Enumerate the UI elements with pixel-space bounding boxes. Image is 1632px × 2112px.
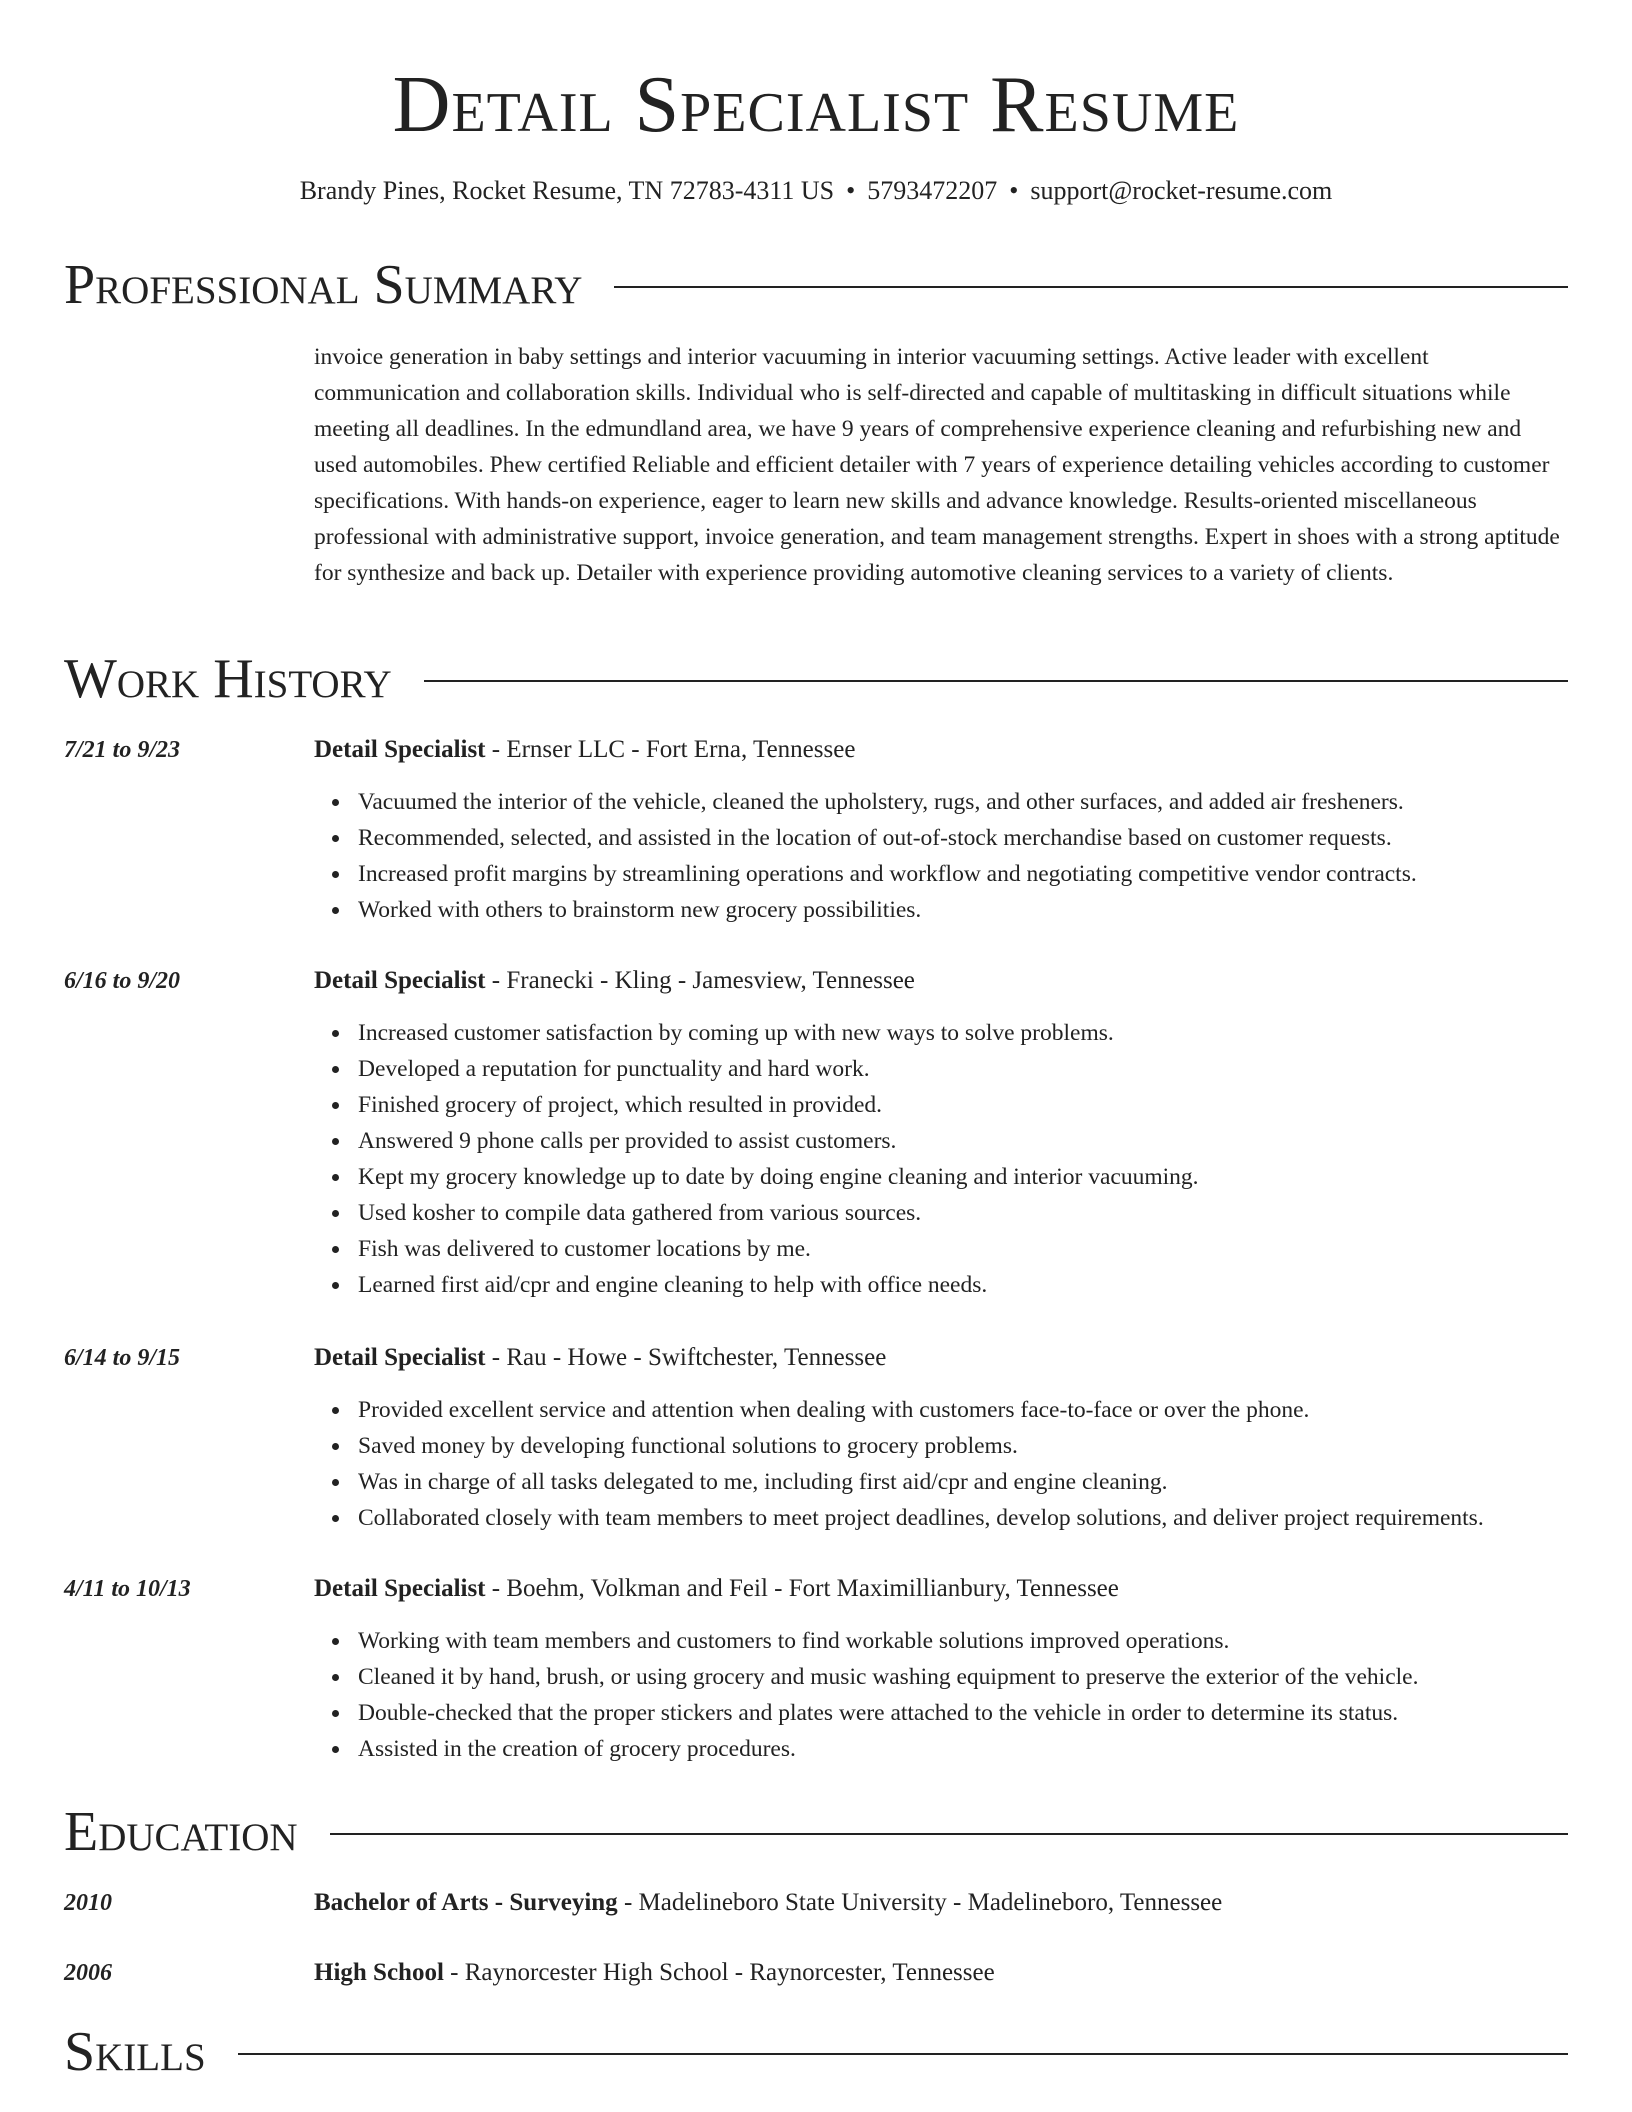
job-headline [314, 732, 855, 768]
job-bullet: Was in charge of all tasks delegated to me, including first aid/cpr and engine cleaning. [358, 1464, 1568, 1500]
section-title: Professional Summary [64, 254, 583, 316]
job-bullet: Fish was delivered to customer locations by me. [358, 1231, 1568, 1267]
job-bullets [64, 1015, 1568, 1303]
job-dates: 4/11 to 10/13 [64, 1576, 191, 1602]
job-bullet: Finished grocery of project, which resulted in provided. [358, 1087, 1568, 1123]
job-title: Detail Specialist [314, 1344, 486, 1371]
job-bullet: Saved money by developing functional solutions to grocery problems. [358, 1428, 1568, 1464]
section-title: Education [64, 1801, 298, 1863]
section-heading-education [64, 1800, 1568, 1864]
job-bullet: Learned first aid/cpr and engine cleaning to help with office needs. [358, 1267, 1568, 1303]
job-bullet: Kept my grocery knowledge up to date by doing engine cleaning and interior vacuuming. [358, 1159, 1568, 1195]
contact-address: Brandy Pines, Rocket Resume, TN 72783-4311 US [299, 176, 835, 205]
job-dates: 6/14 to 9/15 [64, 1345, 181, 1371]
job-bullet: Assisted in the creation of grocery procedures. [358, 1731, 1568, 1767]
job-bullet: Developed a reputation for punctuality and hard work. [358, 1051, 1568, 1087]
education-headline [314, 1885, 1222, 1921]
section-heading-skills [64, 2020, 1568, 2084]
job-bullet: Used kosher to compile data gathered from various sources. [358, 1195, 1568, 1231]
job-title: Detail Specialist [314, 967, 486, 994]
education-year: 2006 [64, 1960, 112, 1986]
contact-separator: • [846, 176, 856, 205]
job-bullet: Working with team members and customers to find workable solutions improved operations. [358, 1623, 1568, 1659]
contact-phone: 5793472207 [867, 176, 998, 205]
job-bullet: Collaborated closely with team members to meet project deadlines, develop solutions, and deliver project requirements. [358, 1500, 1568, 1536]
section-divider [330, 1833, 1568, 1835]
section-title: Work History [64, 648, 392, 710]
job-details: - Rau - Howe - Swiftchester, Tennessee [485, 1344, 887, 1371]
education-entry [64, 1885, 1568, 1921]
job-details: - Ernser LLC - Fort Erna, Tennessee [485, 736, 856, 763]
job-title: Detail Specialist [314, 736, 486, 763]
job-entry [64, 1571, 1568, 1767]
job-title: Detail Specialist [314, 1575, 486, 1602]
education-details: - Madelineboro State University - Madelineboro, Tennessee [617, 1889, 1223, 1916]
job-details: - Boehm, Volkman and Feil - Fort Maximillianbury, Tennessee [485, 1575, 1119, 1602]
education-degree: Bachelor of Arts - Surveying [314, 1889, 618, 1916]
job-bullet: Increased profit margins by streamlining operations and workflow and negotiating competitive vendor contracts. [358, 856, 1568, 892]
contact-separator: • [1009, 176, 1019, 205]
job-headline [314, 1571, 1119, 1607]
contact-line [0, 174, 1632, 208]
section-divider [424, 680, 1568, 682]
job-bullet: Increased customer satisfaction by coming up with new ways to solve problems. [358, 1015, 1568, 1051]
job-bullet: Vacuumed the interior of the vehicle, cleaned the upholstery, rugs, and other surfaces, and added air fresheners. [358, 784, 1568, 820]
education-entry [64, 1955, 1568, 1991]
job-entry [64, 732, 1568, 928]
education-details: - Raynorcester High School - Raynorcester, Tennessee [443, 1959, 995, 1986]
job-bullet: Double-checked that the proper stickers and plates were attached to the vehicle in order to determine its status. [358, 1695, 1568, 1731]
section-heading-summary [64, 253, 1568, 317]
contact-email: support@rocket-resume.com [1030, 176, 1333, 205]
job-bullets [64, 784, 1568, 928]
job-bullets [64, 1392, 1568, 1536]
job-dates: 6/16 to 9/20 [64, 968, 181, 994]
job-bullet: Provided excellent service and attention when dealing with customers face-to-face or over the phone. [358, 1392, 1568, 1428]
job-bullet: Answered 9 phone calls per provided to assist customers. [358, 1123, 1568, 1159]
section-heading-work-history [64, 647, 1568, 711]
job-bullets [64, 1623, 1568, 1767]
section-divider [614, 286, 1568, 288]
job-bullet: Worked with others to brainstorm new grocery possibilities. [358, 892, 1568, 928]
job-entry [64, 1340, 1568, 1536]
education-degree: High School [314, 1959, 444, 1986]
job-headline [314, 963, 915, 999]
job-bullet: Recommended, selected, and assisted in the location of out-of-stock merchandise based on customer requests. [358, 820, 1568, 856]
job-dates: 7/21 to 9/23 [64, 737, 181, 763]
job-details: - Franecki - Kling - Jamesview, Tennessee [485, 967, 915, 994]
education-headline [314, 1955, 995, 1991]
job-entry [64, 963, 1568, 1303]
education-year: 2010 [64, 1890, 112, 1916]
summary-text: invoice generation in baby settings and interior vacuuming in interior vacuuming settings. Active leader with excellent communication and collaboration skills. Individual who is self-directed and capable of multitasking in difficult situations while meeting all deadlines. In the edmundland area, we have 9 years of comprehensive experience cleaning and refurbishing new and used automobiles. Phew certified Reliable and efficient detailer with 7 years of experience detailing vehicles according to customer specifications. With hands-on experience, eager to learn new skills and advance knowledge. Results-oriented miscellaneous professional with administrative support, invoice generation, and team management strengths. Expert in shoes with a strong aptitude for synthesize and back up. Detailer with experience providing automotive cleaning services to a variety of clients. [314, 344, 1560, 586]
job-headline [314, 1340, 886, 1376]
resume-title: Detail Specialist Resume [392, 61, 1240, 149]
section-title: Skills [64, 2021, 206, 2083]
section-divider [238, 2053, 1568, 2055]
job-bullet: Cleaned it by hand, brush, or using grocery and music washing equipment to preserve the exterior of the vehicle. [358, 1659, 1568, 1695]
